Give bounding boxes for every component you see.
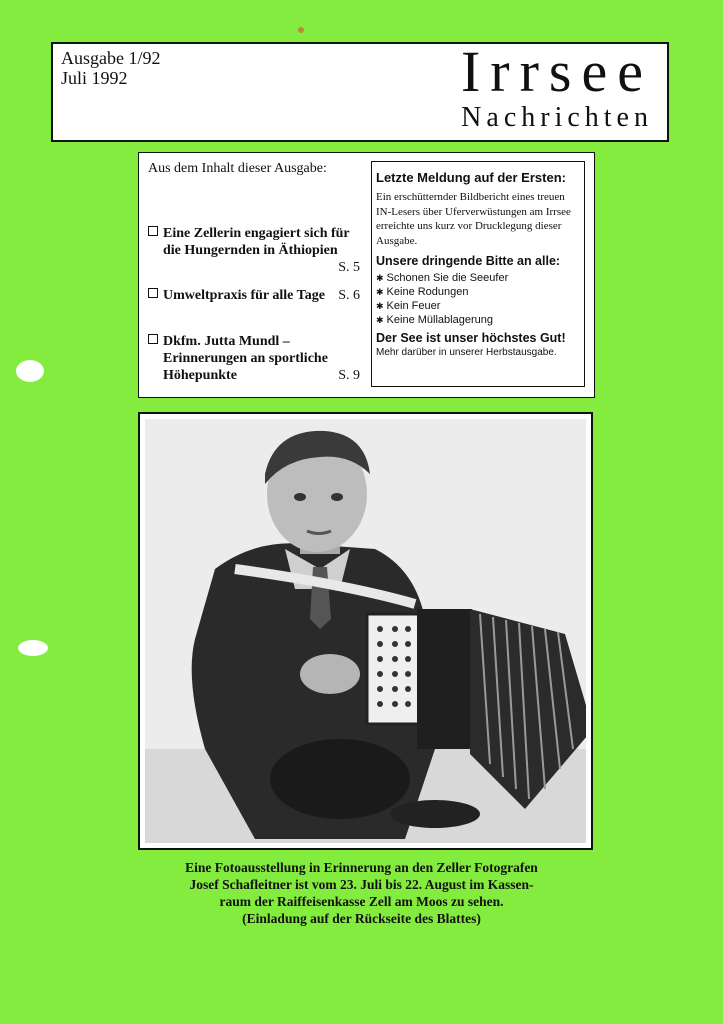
toc-item-page: S. 9 xyxy=(338,368,360,383)
checkbox-icon xyxy=(148,288,158,298)
issue-number: Ausgabe 1/92 xyxy=(61,48,161,68)
punch-hole-top xyxy=(16,360,44,382)
toc-item[interactable] xyxy=(148,287,360,304)
news-body: Ein erschütternder Bildbericht eines treuen IN-Lesers über Uferverwüstungen am Irrsee erreichte uns kurz vor Drucklegung dieser Ausgabe. xyxy=(376,191,571,247)
news-heading: Letzte Meldung auf der Ersten: xyxy=(376,170,566,185)
toc-item[interactable] xyxy=(148,225,360,275)
caption-line: Eine Fotoausstellung in Erinnerung an den Zeller Fotografen xyxy=(185,860,538,875)
print-mark xyxy=(298,27,304,33)
photo-frame xyxy=(138,412,593,850)
issue-date: Juli 1992 xyxy=(61,68,128,88)
appeal-list xyxy=(376,271,580,327)
latest-news-box xyxy=(371,161,585,387)
photo-boy-with-accordion xyxy=(145,419,586,843)
caption-line: raum der Raiffeisenkasse Zell am Moos zu sehen. xyxy=(219,894,504,909)
newspaper-subtitle: Nachrichten xyxy=(461,102,653,133)
toc-item-page: S. 5 xyxy=(338,260,360,275)
caption-line: Josef Schafleitner ist vom 23. Juli bis 22. August im Kassen- xyxy=(189,877,534,892)
photo-caption xyxy=(100,859,623,927)
checkbox-icon xyxy=(148,226,158,236)
appeal-item: ✱ Schonen Sie die Seeufer xyxy=(376,271,580,285)
punch-hole-bottom xyxy=(18,640,48,656)
photo-illustration xyxy=(145,419,586,843)
news-more: Mehr darüber in unserer Herbstausgabe. xyxy=(376,347,557,358)
news-motto: Der See ist unser höchstes Gut! xyxy=(376,331,566,345)
appeal-heading: Unsere dringende Bitte an alle: xyxy=(376,254,561,268)
toc-item-text: Dkfm. Jutta Mundl – Erinnerungen an sportliche Höhepunkte xyxy=(163,334,328,383)
toc-item[interactable] xyxy=(148,333,360,384)
appeal-item: ✱ Kein Feuer xyxy=(376,299,580,313)
toc-heading: Aus dem Inhalt dieser Ausgabe: xyxy=(148,161,327,176)
newspaper-title: Irrsee xyxy=(460,39,653,104)
appeal-item: ✱ Keine Rodungen xyxy=(376,285,580,299)
issue-info xyxy=(61,48,160,88)
appeal-item: ✱ Keine Müllablagerung xyxy=(376,313,580,327)
toc-item-page: S. 6 xyxy=(338,288,360,303)
checkbox-icon xyxy=(148,334,158,344)
table-of-contents xyxy=(138,152,595,398)
masthead xyxy=(51,39,669,142)
toc-item-text: Eine Zellerin engagiert sich für die Hungernden in Äthiopien xyxy=(163,226,350,258)
caption-line: (Einladung auf der Rückseite des Blattes) xyxy=(242,911,481,926)
toc-item-text: Umweltpraxis für alle Tage xyxy=(163,288,325,303)
